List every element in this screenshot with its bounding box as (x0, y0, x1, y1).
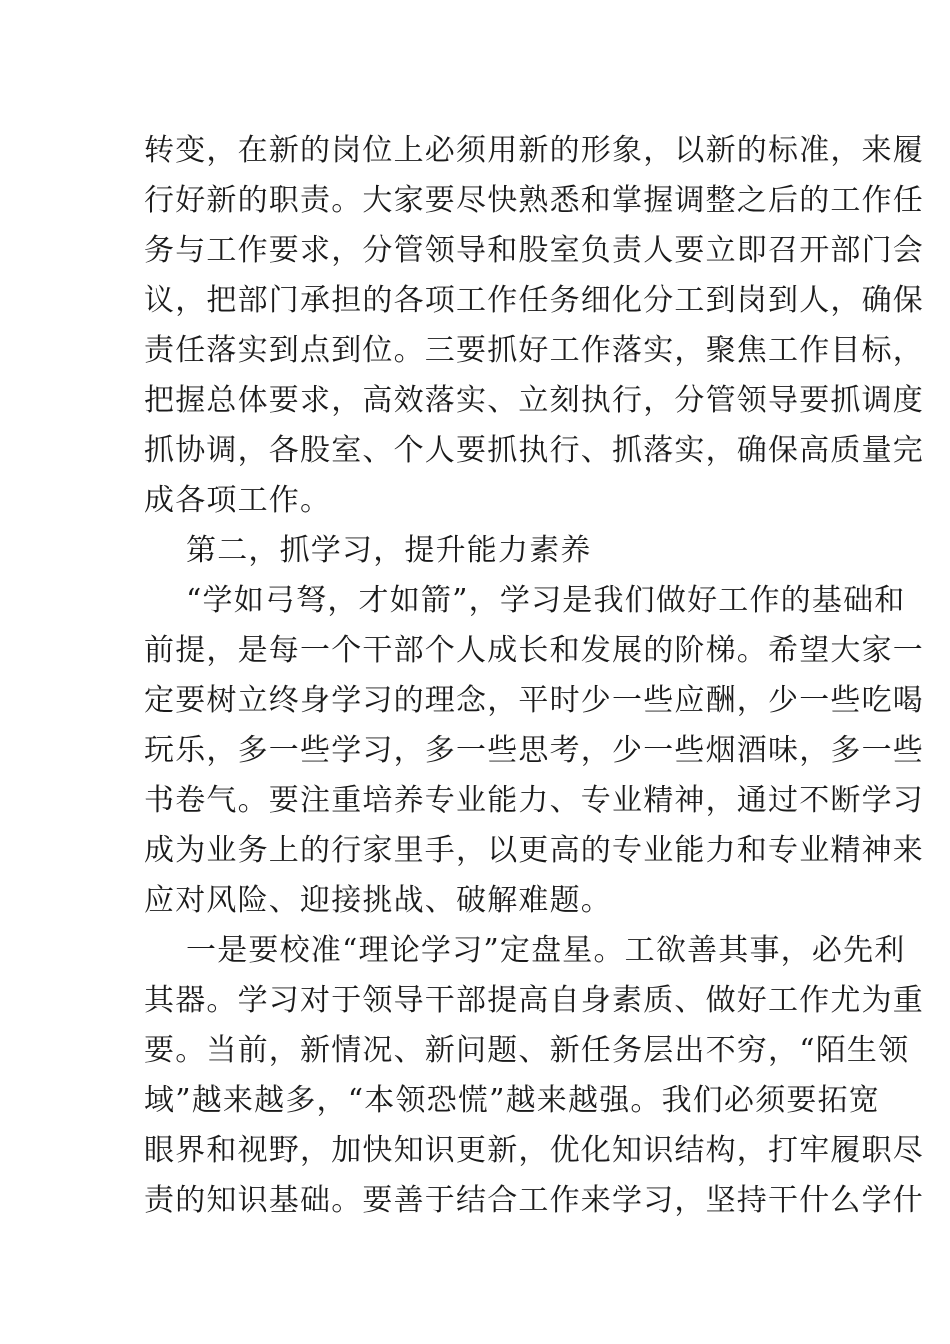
text-line: 玩乐，多一些学习，多一些思考，少一些烟酒味，多一些 (144, 733, 924, 768)
text-line: 前提，是每一个干部个人成长和发展的阶梯。希望大家一 (144, 633, 924, 668)
section-heading: 第二，抓学习，提升能力素养 (186, 533, 592, 568)
text-line: 责的知识基础。要善于结合工作来学习，坚持干什么学什 (144, 1183, 924, 1218)
text-line: 要。当前，新情况、新问题、新任务层出不穷，“陌生领 (144, 1033, 910, 1068)
text-line: 成各项工作。 (144, 483, 332, 518)
text-line: 眼界和视野，加快知识更新，优化知识结构，打牢履职尽 (144, 1133, 924, 1168)
text-line: 抓协调，各股室、个人要抓执行、抓落实，确保高质量完 (144, 433, 924, 468)
text-line: 行好新的职责。大家要尽快熟悉和掌握调整之后的工作任 (144, 183, 924, 218)
text-line: 一是要校准“理论学习”定盘星。工欲善其事，必先利 (186, 933, 906, 968)
text-line: 应对风险、迎接挑战、破解难题。 (144, 883, 612, 918)
text-line: 成为业务上的行家里手，以更高的专业能力和专业精神来 (144, 833, 924, 868)
text-line: 责任落实到点到位。三要抓好工作落实，聚焦工作目标， (144, 333, 924, 368)
text-line: 把握总体要求，高效落实、立刻执行，分管领导要抓调度 (144, 383, 924, 418)
text-line: 定要树立终身学习的理念，平时少一些应酬，少一些吃喝 (144, 683, 924, 718)
text-line: 其器。学习对于领导干部提高自身素质、做好工作尤为重 (144, 983, 924, 1018)
body-text (144, 126, 924, 1226)
text-line: 议，把部门承担的各项工作任务细化分工到岗到人，确保 (144, 283, 924, 318)
text-line: 域”越来越多，“本领恐慌”越来越强。我们必须要拓宽 (144, 1083, 881, 1118)
text-line: 转变，在新的岗位上必须用新的形象，以新的标准，来履 (144, 133, 924, 168)
text-line: 书卷气。要注重培养专业能力、专业精神，通过不断学习 (144, 783, 924, 818)
text-line: 务与工作要求，分管领导和股室负责人要立即召开部门会 (144, 233, 924, 268)
text-line: “学如弓弩，才如箭”，学习是我们做好工作的基础和 (186, 583, 906, 618)
